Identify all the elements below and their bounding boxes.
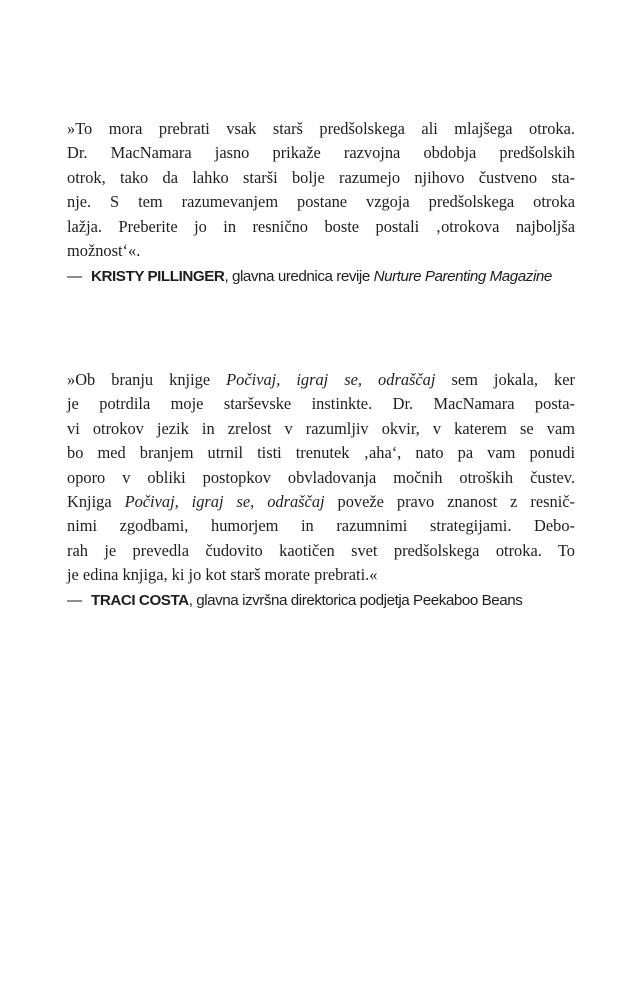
quote-line <box>67 490 575 514</box>
quote-fragment: Knjiga <box>67 492 125 512</box>
quote-1-text <box>67 117 575 263</box>
author-role: , glavna izvršna direktorica podjetja Peekaboo Beans <box>188 591 523 609</box>
quote-line: oporo v obliki postopkov obvladovanja močnih otroških čustev. <box>67 467 575 487</box>
author-role: , glavna urednica revije <box>224 268 374 286</box>
quote-fragment: sem jokala, ker <box>435 370 575 389</box>
quote-line: »To mora prebrati vsak starš predšolskega ali mlajšega otroka. <box>67 119 575 138</box>
book-title: Počivaj, igraj se, odraščaj <box>226 370 436 389</box>
attribution-text <box>91 589 575 613</box>
quote-line: nje. S tem razumevanjem postane vzgoja predšolskega otroka <box>67 192 575 212</box>
attribution-2 <box>67 589 575 613</box>
quote-line: možnost‘«. <box>67 241 141 261</box>
quote-line: je potrdila moje starševske instinkte. Dr. MacNamara posta- <box>67 394 575 414</box>
quote-line: vi otrokov jezik in zrelost v razumljiv okvir, v katerem se vam <box>67 418 575 438</box>
quote-line: nimi zgodbami, humorjem in razumnimi strategijami. Debo- <box>67 516 575 536</box>
author-name: TRACI COSTA <box>91 591 189 609</box>
author-name: KRISTY PILLINGER <box>91 268 225 286</box>
testimonial-1 <box>67 117 575 290</box>
em-dash: — <box>67 591 82 609</box>
quote-line: lažja. Preberite jo in resnično boste postali ‚otrokova najboljša <box>67 216 575 236</box>
publication-name: Nurture Parenting Magazine <box>373 268 552 286</box>
attribution-1 <box>67 265 575 289</box>
testimonial-2 <box>67 368 575 613</box>
quote-line: otrok, tako da lahko starši bolje razumejo njihovo čustveno sta- <box>67 167 575 187</box>
quote-fragment: »Ob branju knjige <box>67 370 227 389</box>
quote-line: rah je prevedla čudovito kaotičen svet predšolskega otroka. To <box>67 540 575 560</box>
quote-line: je edina knjiga, ki jo kot starš morate prebrati.« <box>67 565 378 585</box>
quote-line: bo med branjem utrnil tisti trenutek ‚aha‘, nato pa vam ponudi <box>67 443 575 463</box>
attribution-text <box>91 265 575 289</box>
quote-line <box>67 368 575 392</box>
quote-fragment: poveže pravo znanost z resnič- <box>324 492 575 512</box>
book-title: Počivaj, igraj se, odraščaj <box>124 492 325 512</box>
quote-line: Dr. MacNamara jasno prikaže razvojna obdobja predšolskih <box>67 143 575 163</box>
quote-2-text <box>67 368 575 588</box>
em-dash: — <box>67 268 82 286</box>
